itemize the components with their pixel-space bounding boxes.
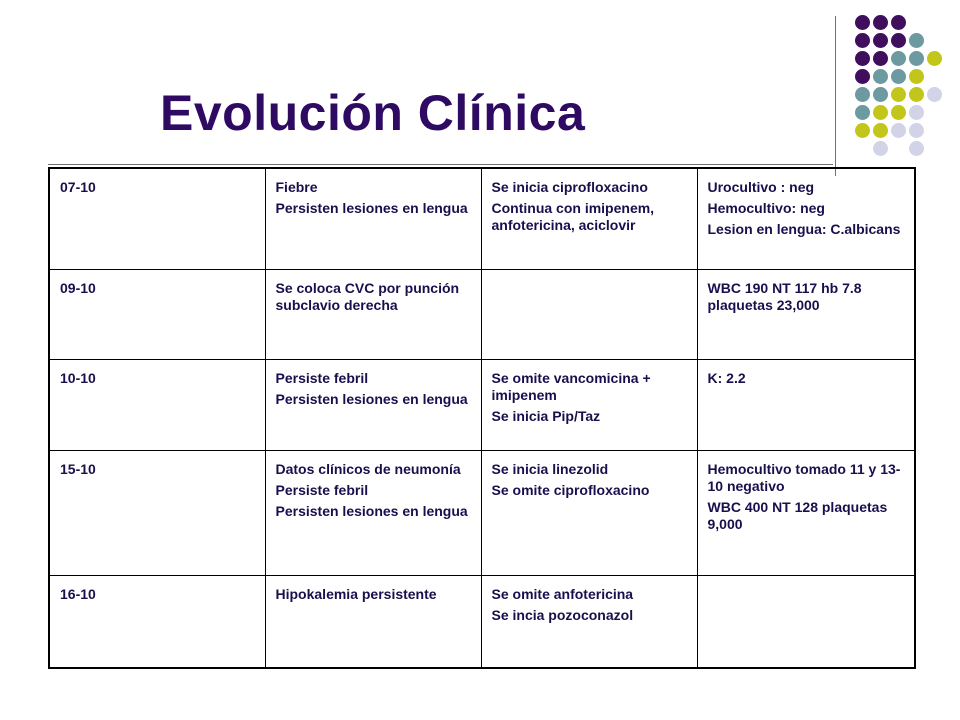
clinical-cell xyxy=(265,168,481,270)
labs-cell xyxy=(697,576,915,669)
cell-text: Se coloca CVC por punción subclavio derecha xyxy=(275,280,460,313)
cell-text: Lesion en lengua: C.albicans xyxy=(707,221,901,237)
decor-dot xyxy=(873,33,888,48)
cell-text: Continua con imipenem, anfotericina, aciclovir xyxy=(491,200,655,233)
decor-dot xyxy=(873,141,888,156)
decor-dot xyxy=(855,123,870,138)
cell-text: 15-10 xyxy=(60,461,96,477)
cell-text: 10-10 xyxy=(60,370,96,386)
decor-dot xyxy=(909,87,924,102)
decor-dot xyxy=(873,15,888,30)
table-row xyxy=(49,168,915,270)
decor-dot xyxy=(873,69,888,84)
decor-dot xyxy=(891,33,906,48)
labs-cell xyxy=(697,270,915,360)
decor-dot xyxy=(927,51,942,66)
decor-dot xyxy=(873,87,888,102)
decor-dot xyxy=(891,87,906,102)
table-row xyxy=(49,576,915,669)
cell-text: Urocultivo : neg xyxy=(707,179,815,195)
cell-text: Se incia pozoconazol xyxy=(491,607,634,623)
decor-dot xyxy=(891,15,906,30)
table-row xyxy=(49,360,915,451)
decor-dot xyxy=(855,105,870,120)
cell-text: Persisten lesiones en lengua xyxy=(275,503,468,519)
cell-text: WBC 190 NT 117 hb 7.8 plaquetas 23,000 xyxy=(707,280,862,313)
decor-dot xyxy=(891,105,906,120)
labs-cell xyxy=(697,168,915,270)
cell-text: Persisten lesiones en lengua xyxy=(275,391,468,407)
treatment-cell xyxy=(481,168,697,270)
clinical-evolution-table xyxy=(48,167,916,669)
cell-text: Persisten lesiones en lengua xyxy=(275,200,468,216)
cell-text: Se omite anfotericina xyxy=(491,586,634,602)
decor-dot xyxy=(873,123,888,138)
cell-text: Fiebre xyxy=(275,179,318,195)
cell-text: Persiste febril xyxy=(275,370,369,386)
decor-dot xyxy=(909,141,924,156)
cell-text: Datos clínicos de neumonía xyxy=(275,461,461,477)
decor-dot xyxy=(927,87,942,102)
date-cell xyxy=(49,168,265,270)
cell-text: K: 2.2 xyxy=(707,370,746,386)
treatment-cell xyxy=(481,576,697,669)
cell-text: Se omite ciprofloxacino xyxy=(491,482,650,498)
clinical-cell xyxy=(265,451,481,576)
table-row xyxy=(49,451,915,576)
cell-text: Hemocultivo tomado 11 y 13-10 negativo xyxy=(707,461,901,494)
clinical-cell xyxy=(265,270,481,360)
decor-dot xyxy=(873,51,888,66)
decor-dot xyxy=(855,87,870,102)
decor-dot xyxy=(909,33,924,48)
cell-text: Se inicia linezolid xyxy=(491,461,609,477)
decor-dot xyxy=(909,51,924,66)
decorative-vertical-line xyxy=(835,16,836,176)
cell-text: 09-10 xyxy=(60,280,96,296)
clinical-cell xyxy=(265,360,481,451)
cell-text: Se inicia ciprofloxacino xyxy=(491,179,648,195)
date-cell xyxy=(49,360,265,451)
decor-dot xyxy=(873,105,888,120)
cell-text: Hemocultivo: neg xyxy=(707,200,825,216)
decor-dot xyxy=(855,33,870,48)
labs-cell xyxy=(697,451,915,576)
cell-text: Persiste febril xyxy=(275,482,369,498)
treatment-cell xyxy=(481,360,697,451)
date-cell xyxy=(49,451,265,576)
date-cell xyxy=(49,576,265,669)
decor-dot xyxy=(909,105,924,120)
table-row xyxy=(49,270,915,360)
decor-dot xyxy=(909,69,924,84)
cell-text: 16-10 xyxy=(60,586,96,602)
labs-cell xyxy=(697,360,915,451)
date-cell xyxy=(49,270,265,360)
cell-text: Se omite vancomicina + imipenem xyxy=(491,370,651,403)
decor-dot xyxy=(855,69,870,84)
cell-text: Se inicia Pip/Taz xyxy=(491,408,601,424)
decor-dot xyxy=(891,69,906,84)
decor-dot xyxy=(891,51,906,66)
cell-text: WBC 400 NT 128 plaquetas 9,000 xyxy=(707,499,888,532)
treatment-cell xyxy=(481,451,697,576)
cell-text: Hipokalemia persistente xyxy=(275,586,437,602)
decor-dot xyxy=(909,123,924,138)
treatment-cell xyxy=(481,270,697,360)
decor-dot xyxy=(855,15,870,30)
decor-dot xyxy=(855,51,870,66)
decor-dot xyxy=(891,123,906,138)
slide-title: Evolución Clínica xyxy=(160,85,586,141)
cell-text: 07-10 xyxy=(60,179,96,195)
clinical-cell xyxy=(265,576,481,669)
decorative-horizontal-line xyxy=(48,164,833,165)
